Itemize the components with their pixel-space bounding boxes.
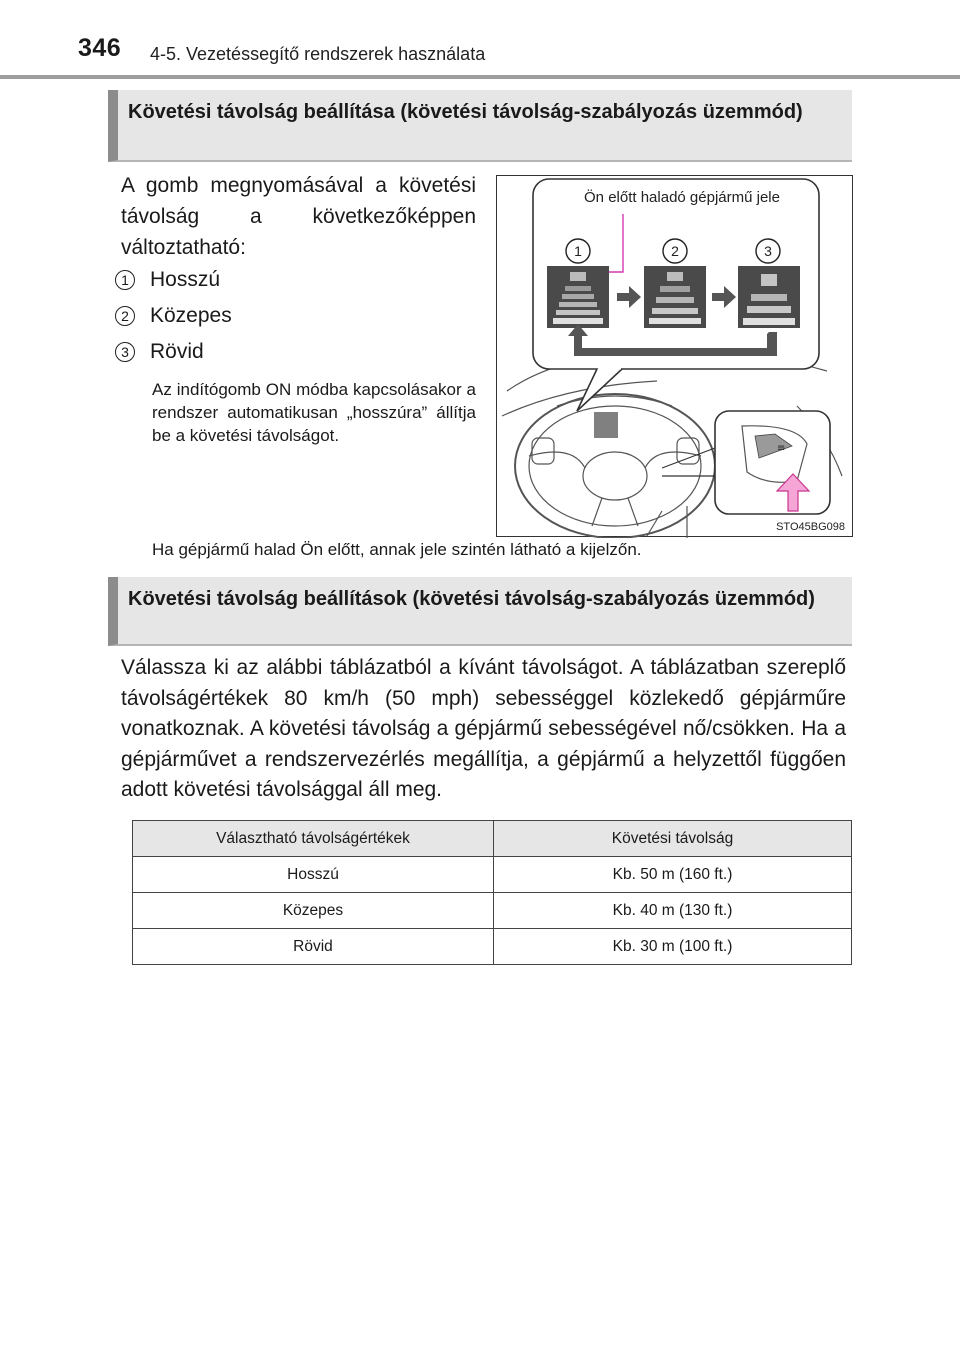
intro-paragraph: A gomb megnyomásával a követési távolság a következőképpen változtatható: — [121, 174, 476, 259]
step-number: 3 — [764, 243, 772, 259]
option-medium — [115, 298, 232, 334]
settings-paragraph: Válassza ki az alábbi táblázatból a kívánt távolságot. A táblázatban szereplő távolságértékek 80 km/h (50 mph) sebességgel közlekedő gépjárműre vonatkoznak. A követési távolság a gépjármű sebességével nő/csökken. Ha a gépjárművet a rendszervezérlés megállítja, a gépjármű a helyzettől függően adott követési távolsággal áll meg. — [121, 656, 846, 801]
table-header-cell: Követési távolság — [494, 821, 852, 857]
option-label: Rövid — [150, 340, 204, 363]
table-cell: Közepes — [133, 893, 494, 929]
section-heading-distance-settings: Követési távolság beállítások (követési távolság-szabályozás üzemmód) — [108, 577, 852, 646]
preceding-vehicle-note: Ha gépjármű halad Ön előtt, annak jele szintén látható a kijelzőn. — [152, 540, 642, 559]
display-medium-distance — [644, 266, 706, 328]
page-number: 346 — [78, 34, 122, 62]
option-label: Hosszú — [150, 268, 221, 291]
table-cell: Rövid — [133, 929, 494, 965]
option-short — [115, 334, 232, 370]
cluster-display-icon — [594, 412, 618, 438]
display-short-distance — [738, 266, 800, 328]
step-number: 1 — [574, 243, 582, 259]
number-badge: 3 — [115, 342, 135, 362]
distance-table — [132, 820, 852, 965]
distance-switch-figure — [496, 175, 853, 537]
chapter-title: 4-5. Vezetéssegítő rendszerek használata — [150, 44, 486, 64]
section-heading-distance-setting: Követési távolság beállítása (követési távolság-szabályozás üzemmód) — [108, 90, 852, 162]
table-cell: Kb. 50 m (160 ft.) — [494, 857, 852, 893]
option-long — [115, 262, 232, 298]
figure-code: STO45BG098 — [776, 521, 845, 533]
table-cell: Kb. 30 m (100 ft.) — [494, 929, 852, 965]
step-number: 2 — [671, 243, 679, 259]
header-rule — [0, 75, 960, 79]
table-cell: Hosszú — [133, 857, 494, 893]
preceding-vehicle-label: Ön előtt haladó gépjármű jele — [584, 189, 780, 206]
table-row — [133, 857, 852, 893]
distance-option-list — [115, 262, 232, 370]
number-badge: 2 — [115, 306, 135, 326]
table-header-row — [133, 821, 852, 857]
table-header-cell: Választható távolságértékek — [133, 821, 494, 857]
table-cell: Kb. 40 m (130 ft.) — [494, 893, 852, 929]
number-badge: 1 — [115, 270, 135, 290]
display-long-distance — [547, 266, 609, 328]
note-paragraph: Az indítógomb ON módba kapcsolásakor a rendszer automatikusan „hosszúra” állítja be a követési távolságot. — [152, 380, 476, 445]
table-row — [133, 929, 852, 965]
figure-illustration — [497, 176, 854, 538]
table-row — [133, 893, 852, 929]
option-label: Közepes — [150, 304, 232, 327]
svg-text:≡: ≡ — [777, 443, 786, 454]
